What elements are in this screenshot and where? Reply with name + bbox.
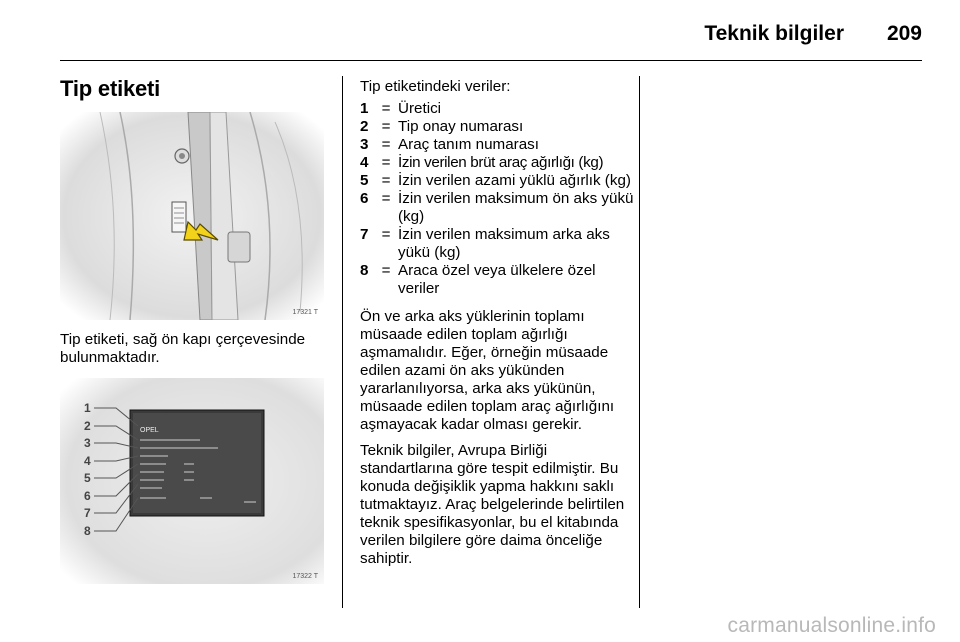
figure1-code: 17321 T <box>292 309 318 316</box>
plate-label-5: 5 <box>84 471 91 485</box>
page-number: 209 <box>886 22 922 45</box>
plate-brand: OPEL <box>140 427 159 434</box>
definition-item <box>360 136 640 154</box>
definition-number: 6 <box>360 190 369 207</box>
definitions-column <box>360 78 640 568</box>
plate-label-7: 7 <box>84 506 91 520</box>
definition-item <box>360 154 640 172</box>
definition-equals: = <box>381 172 391 189</box>
page-header <box>60 18 922 58</box>
definition-equals: = <box>381 190 391 207</box>
definition-text: Üretici <box>398 100 442 117</box>
definition-item <box>360 262 640 298</box>
column-divider-1 <box>342 76 343 608</box>
definition-equals: = <box>381 226 391 243</box>
definition-text: İzin verilen brüt araç ağırlığı (kg) <box>398 154 604 171</box>
definition-text: Tip onay numarası <box>398 118 524 135</box>
definition-number: 4 <box>360 154 369 171</box>
watermark: carmanualsonline.info <box>727 614 936 637</box>
definition-number: 1 <box>360 100 369 117</box>
definitions-intro: Tip etiketindeki veriler: <box>360 78 511 95</box>
definition-equals: = <box>381 118 391 135</box>
plate-label-1: 1 <box>84 401 91 415</box>
plate-label-8: 8 <box>84 524 91 538</box>
definition-item <box>360 100 640 118</box>
plate-label-4: 4 <box>84 454 91 468</box>
section-heading: Tip etiketi <box>60 76 161 101</box>
definition-equals: = <box>381 154 391 171</box>
definition-text: Araca özel veya ülkelere özel veriler <box>398 262 596 297</box>
definition-item <box>360 226 640 262</box>
definition-item <box>360 190 640 226</box>
definition-number: 8 <box>360 262 369 279</box>
section-title: Teknik bilgiler <box>704 22 844 45</box>
figure-caption: Tip etiketi, sağ ön kapı çerçevesinde bulunmaktadır. <box>60 331 306 366</box>
plate-label-6: 6 <box>84 489 91 503</box>
definition-equals: = <box>381 100 391 117</box>
definition-number: 2 <box>360 118 369 135</box>
definition-equals: = <box>381 262 391 279</box>
definition-item <box>360 118 640 136</box>
header-rule <box>60 60 922 61</box>
figure2-code: 17322 T <box>292 573 318 580</box>
definition-text: İzin verilen maksimum ön aks yükü (kg) <box>398 190 634 225</box>
definition-text: Araç tanım numarası <box>398 136 539 153</box>
type-plate-illustration <box>60 378 324 584</box>
definition-item <box>360 172 640 190</box>
definition-number: 3 <box>360 136 369 153</box>
definition-number: 7 <box>360 226 369 243</box>
definition-text: İzin verilen maksimum arka aks yükü (kg) <box>398 226 610 261</box>
definition-number: 5 <box>360 172 369 189</box>
axle-load-paragraph: Ön ve arka aks yüklerinin toplamı müsaade edilen toplam ağırlığı aşmamalıdır. Eğer, örneğin müsaade edilen azami ön aks yükünden yararlanılıyorsa, arka aks yükünün, müsaade edilen toplam araç ağırlığını aşmayacak kadar olması gerekir. <box>360 308 615 433</box>
door-frame-illustration <box>60 112 324 320</box>
plate-label-2: 2 <box>84 419 91 433</box>
plate-label-3: 3 <box>84 436 91 450</box>
definition-text: İzin verilen azami yüklü ağırlık (kg) <box>398 172 631 189</box>
eu-standards-paragraph: Teknik bilgiler, Avrupa Birliği standartlarına göre tespit edilmiştir. Bu konuda değişiklik yapma hakkını saklı tutmaktayız. Araç belgelerinde belirtilen teknik spesifikasyonlar, bu el kitabında verilen bilgilere göre daima önceliğe sahiptir. <box>360 442 625 567</box>
definition-equals: = <box>381 136 391 153</box>
